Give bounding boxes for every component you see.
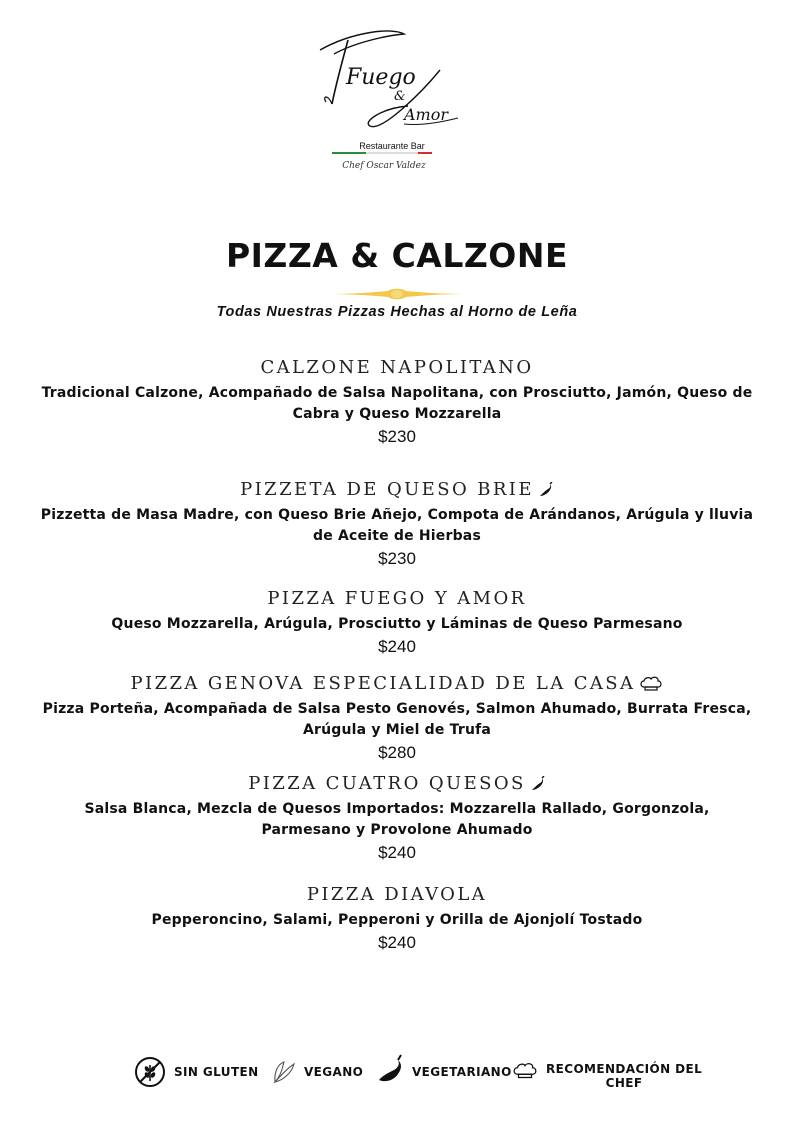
legend-gluten-free <box>134 1056 259 1088</box>
menu-item <box>40 477 754 570</box>
menu-item <box>40 882 754 954</box>
item-price: $240 <box>378 933 416 952</box>
item-description: Salsa Blanca, Mezcla de Quesos Importados: Mozzarella Rallado, Gorgonzola, Parmesano y Provolone Ahumado <box>84 801 710 838</box>
logo-ampersand: & <box>394 89 406 104</box>
item-description: Pizzetta de Masa Madre, con Queso Brie Añejo, Compota de Arándanos, Arúgula y lluvia de Aceite de Hierbas <box>40 507 754 544</box>
logo-chef-signature: Chef Oscar Valdez <box>342 161 426 171</box>
legend-vegetarian <box>376 1054 512 1084</box>
eggplant-icon <box>376 1054 404 1084</box>
legend-vegan <box>272 1058 363 1084</box>
item-name: PIZZA FUEGO Y AMOR <box>267 588 527 609</box>
menu-item <box>40 671 754 764</box>
legend-label: VEGANO <box>304 1065 364 1079</box>
legend-label: VEGETARIANO <box>412 1065 512 1079</box>
item-name: PIZZA GENOVA ESPECIALIDAD DE LA CASA <box>130 673 636 694</box>
dietary-legend <box>130 1054 710 1104</box>
item-description: Tradicional Calzone, Acompañado de Salsa Napolitana, con Prosciutto, Jamón, Queso de Cabra y Queso Mozzarella <box>41 385 753 422</box>
restaurant-logo <box>312 22 472 182</box>
item-name: PIZZA CUATRO QUESOS <box>248 773 526 794</box>
ornamental-divider <box>326 287 468 301</box>
item-name: CALZONE NAPOLITANO <box>260 357 534 378</box>
eggplant-icon <box>538 482 554 498</box>
item-description: Pizza Porteña, Acompañada de Salsa Pesto Genovés, Salmon Ahumado, Burrata Fresca, Arúgula y Miel de Trufa <box>42 701 752 738</box>
menu-item <box>40 771 754 864</box>
page-subtitle: Todas Nuestras Pizzas Hechas al Horno de Leña <box>216 304 578 320</box>
item-price: $240 <box>378 637 416 656</box>
item-name: PIZZETA DE QUESO BRIE <box>240 479 534 500</box>
item-price: $280 <box>378 743 416 762</box>
legend-label: SIN GLUTEN <box>174 1065 259 1079</box>
item-description: Queso Mozzarella, Arúgula, Prosciutto y Láminas de Queso Parmesano <box>111 616 683 632</box>
menu-item <box>40 355 754 448</box>
item-price: $230 <box>378 427 416 446</box>
logo-fuego-text: Fuego <box>346 65 416 90</box>
logo-tagline: Restaurante Bar <box>359 141 425 151</box>
item-description: Pepperoncino, Salami, Pepperoni y Orilla de Ajonjolí Tostado <box>151 912 643 928</box>
logo-amor-text: Amor <box>404 105 449 124</box>
legend-chef-recommendation <box>512 1062 702 1090</box>
menu-item <box>40 586 754 658</box>
legend-label: RECOMENDACIÓN DEL <box>546 1062 703 1076</box>
item-name: PIZZA DIAVOLA <box>306 884 488 905</box>
page-title: PIZZA & CALZONE <box>225 236 569 275</box>
gluten-free-icon <box>134 1056 166 1088</box>
legend-label: CHEF <box>605 1076 643 1090</box>
chef-hat-icon <box>639 676 663 692</box>
chef-hat-icon <box>512 1062 538 1080</box>
leaf-icon <box>272 1058 296 1084</box>
item-price: $230 <box>378 549 416 568</box>
eggplant-icon <box>530 776 546 792</box>
item-price: $240 <box>378 843 416 862</box>
